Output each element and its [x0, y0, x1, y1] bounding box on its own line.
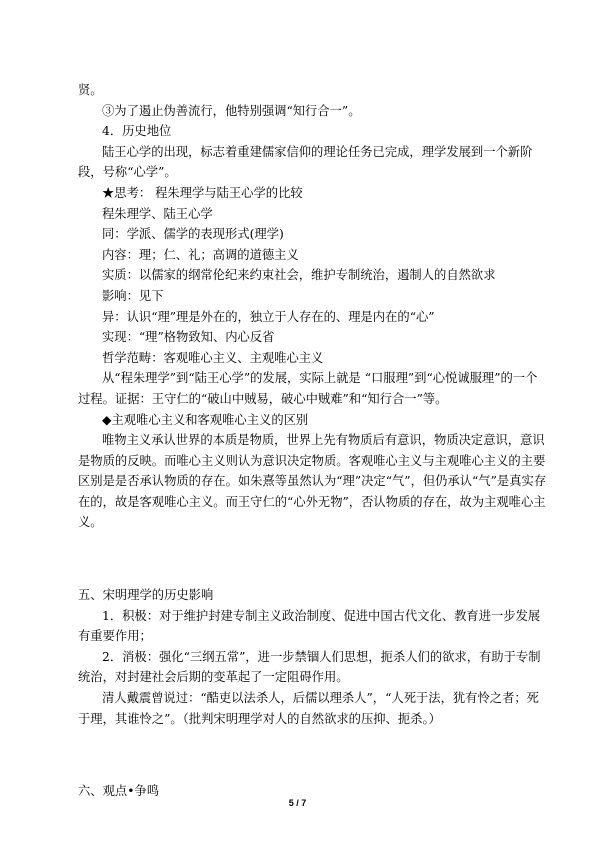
paragraph: 陆王心学的出现，标志着重建儒家信仰的理论任务已完成，理学发展到一个新阶段，号称“心学”。: [78, 144, 533, 180]
paragraph: 哲学范畴：客观唯心主义、主观唯心主义: [102, 350, 324, 365]
paragraph: ③为了遏止伪善流行，他特别强调“知行合一”。: [102, 103, 361, 118]
page-number: 5 / 7: [288, 798, 307, 808]
paragraph: 异：认识“理”理是外在的，独立于人存在的、理是内在的“心”: [102, 309, 435, 324]
paragraph: 五、宋明理学的历史影响: [78, 588, 214, 603]
paragraph: 影响：见下: [102, 288, 164, 303]
document-body: [78, 80, 548, 802]
paragraph: 4．历史地位: [102, 124, 172, 139]
paragraph: 唯物主义承认世界的本质是物质，世界上先有物质后有意识，物质决定意识，意识是物质的反映。而唯心主义则认为意识决定物质。客观唯心主义与主观唯心主义的主要区别是是否承认物质的存在。如朱熹等虽然认为“理”决定“气”，但仍承认“气”是真实存在的，故是客观唯心主义。而王守仁的“心外无物”，否认物质的存在，故为主观唯心主义。: [78, 433, 547, 530]
blank-line: [78, 549, 548, 569]
blank-line: [78, 745, 548, 765]
paragraph: 2．消极：强化“三纲五常”，进一步禁锢人们思想，扼杀人们的欲求，有助于专制统治，对封建社会后期的变革起了一定阻碍作用。: [78, 649, 541, 685]
paragraph: 六、观点•争鸣: [78, 784, 160, 799]
paragraph: 程朱理学、陆王心学: [102, 206, 213, 221]
paragraph: 清人戴震曾说过：“酷吏以法杀人，后儒以理杀人”，“人死于法，犹有怜之者；死于理，其谁怜之”。（批判宋明理学对人的自然欲求的压抑、扼杀。）: [78, 691, 539, 726]
paragraph: 实现：“理”格物致知、内心反省: [102, 330, 275, 345]
paragraph: 1．积极：对于维护封建专制主义政治制度、促进中国古代文化、教育进一步发展有重要作用；: [78, 608, 541, 644]
paragraph: ★思考： 程朱理学与陆王心学的比较: [102, 185, 303, 200]
paragraph: 内容：理；仁、礼；高调的道德主义: [102, 247, 299, 262]
paragraph: 从“程朱理学”到“陆王心学”的发展，实际上就是 “口服理”到“心悦诚服理”的一个过程。证据：王守仁的“破山中贼易，破心中贼难”和“知行合一”等。: [78, 371, 538, 406]
paragraph: ◆主观唯心主义和客观唯心主义的区别: [102, 412, 309, 427]
paragraph: 同：学派、儒学的表现形式(理学): [102, 227, 284, 242]
paragraph: 贤。: [78, 83, 103, 97]
paragraph: 实质：以儒家的纲常伦纪来约束社会，维护专制统治，遏制人的自然欲求: [102, 268, 496, 283]
